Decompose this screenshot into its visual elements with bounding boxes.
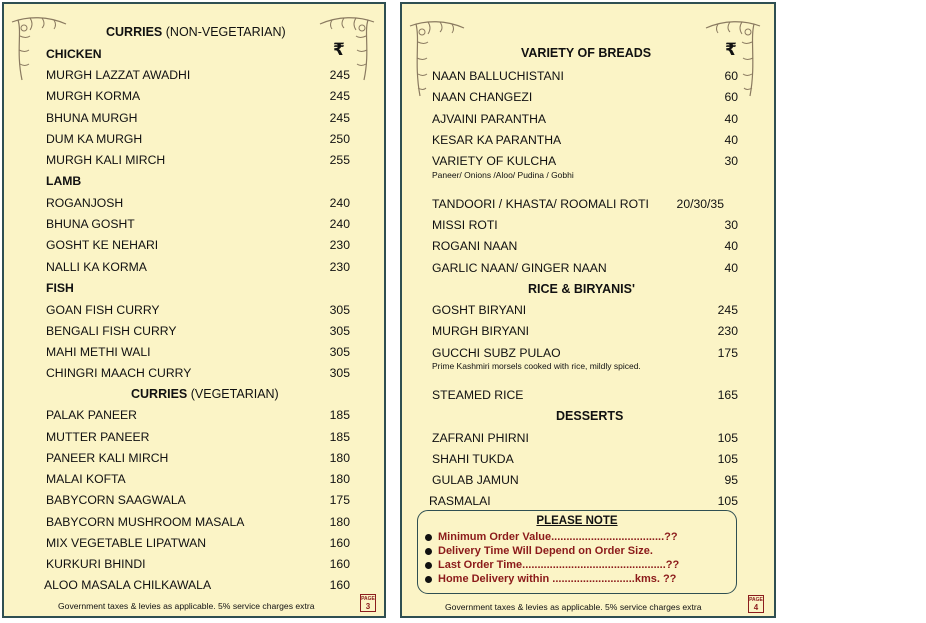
footer-taxes-note: Government taxes & levies as applicable. 5% service charges extra	[58, 601, 315, 611]
section-title-rice: RICE & BIRYANIS'	[528, 282, 635, 296]
bullet-icon	[425, 576, 432, 583]
currency-symbol: ₹	[725, 40, 737, 59]
menu-item-price: 185	[329, 408, 350, 422]
menu-item-name: GOSHT BIRYANI	[432, 303, 527, 317]
menu-item-price: 160	[329, 578, 350, 592]
category-fish: FISH	[46, 281, 74, 295]
menu-item-name: MIX VEGETABLE LIPATWAN	[46, 536, 207, 550]
menu-item-price: 160	[329, 557, 350, 571]
menu-item-name: GULAB JAMUN	[432, 473, 519, 487]
menu-item-price: 175	[329, 493, 350, 507]
menu-item-price: 305	[329, 324, 350, 338]
category-chicken: CHICKEN	[46, 47, 102, 61]
menu-item-name: GUCCHI SUBZ PULAO	[432, 346, 561, 360]
menu-item-price: 165	[717, 388, 738, 402]
menu-item-name: DUM KA MURGH	[46, 132, 143, 146]
menu-item-name: NAAN CHANGEZI	[432, 90, 533, 104]
menu-item-price: 245	[329, 89, 350, 103]
menu-item-price: 230	[329, 260, 350, 274]
menu-item-name: GOAN FISH CURRY	[46, 303, 160, 317]
menu-item-price: 160	[329, 536, 350, 550]
menu-item-price: 180	[329, 451, 350, 465]
menu-item-price: 30	[724, 218, 738, 232]
page-label: PAGE	[361, 596, 375, 602]
menu-item-price: 105	[717, 494, 738, 508]
menu-item-price: 245	[717, 303, 738, 317]
note-line	[438, 531, 678, 544]
menu-item-price: 250	[329, 132, 350, 146]
menu-item-price: 180	[329, 515, 350, 529]
menu-item-description: Paneer/ Onions /Aloo/ Pudina / Gobhi	[432, 170, 574, 180]
menu-item-name: MUTTER PANEER	[46, 430, 150, 444]
section-title-nonveg-curries	[106, 25, 286, 39]
menu-item-name: NALLI KA KORMA	[46, 260, 147, 274]
menu-item-name: RASMALAI	[429, 494, 491, 508]
bullet-icon	[425, 548, 432, 555]
category-lamb: LAMB	[46, 174, 82, 188]
page-number: 3	[365, 602, 371, 611]
menu-item-price: 240	[329, 217, 350, 231]
page-number-badge	[748, 595, 764, 613]
footer-taxes-note: Government taxes & levies as applicable. 5% service charges extra	[445, 602, 702, 612]
menu-item-price: 245	[329, 68, 350, 82]
section-title-desserts: DESSERTS	[556, 409, 624, 423]
menu-item-name: MURGH LAZZAT AWADHI	[46, 68, 191, 82]
menu-item-name: BENGALI FISH CURRY	[46, 324, 177, 338]
currency-symbol: ₹	[333, 40, 345, 59]
menu-item-name: MURGH KORMA	[46, 89, 141, 103]
section-title-veg-curries	[131, 387, 279, 401]
corner-ornament-top-left	[406, 16, 468, 100]
menu-item-name: ALOO MASALA CHILKAWALA	[44, 578, 212, 592]
menu-item-name: BHUNA GOSHT	[46, 217, 135, 231]
menu-item-price: 40	[724, 133, 738, 147]
menu-item-price: 40	[724, 261, 738, 275]
page-label: PAGE	[749, 597, 763, 603]
page-number-badge	[360, 594, 376, 612]
please-note-box	[417, 510, 737, 594]
menu-item-name: ZAFRANI PHIRNI	[432, 431, 529, 445]
menu-item-price: 305	[329, 303, 350, 317]
menu-item-price: 305	[329, 345, 350, 359]
menu-item-price: 305	[329, 366, 350, 380]
note-line	[438, 559, 679, 572]
menu-item-price: 230	[329, 238, 350, 252]
menu-item-name: STEAMED RICE	[432, 388, 524, 402]
menu-item-price: 255	[329, 153, 350, 167]
page-number: 4	[753, 603, 759, 612]
please-note-title: PLEASE NOTE	[536, 515, 618, 527]
menu-item-name: TANDOORI / KHASTA/ ROOMALI ROTI	[432, 197, 649, 211]
menu-item-price: 95	[724, 473, 738, 487]
menu-item-price: 185	[329, 430, 350, 444]
section-title-suffix: (VEGETARIAN)	[190, 387, 279, 401]
note-line-text: Last Order Time...............................................??	[438, 559, 680, 571]
menu-item-price: 40	[724, 112, 738, 126]
menu-item-name: MURGH BIRYANI	[432, 324, 530, 338]
menu-item-name: MALAI KOFTA	[46, 472, 126, 486]
menu-item-name: AJVAINI PARANTHA	[432, 112, 546, 126]
menu-item-name: BABYCORN MUSHROOM MASALA	[46, 515, 245, 529]
menu-item-price: 30	[724, 154, 738, 168]
menu-item-price: 105	[717, 452, 738, 466]
note-line-text: Minimum Order Value.....................................??	[438, 531, 678, 543]
menu-item-name: PANEER KALI MIRCH	[46, 451, 169, 465]
menu-item-name: MURGH KALI MIRCH	[46, 153, 166, 167]
menu-page-4	[400, 2, 776, 618]
note-line-text: Delivery Time Will Depend on Order Size.	[438, 545, 653, 557]
menu-item-name: MAHI METHI WALI	[46, 345, 151, 359]
menu-item-price: 240	[329, 196, 350, 210]
menu-page-3	[2, 2, 386, 618]
menu-item-name: ROGANJOSH	[46, 196, 124, 210]
section-title-bold: CURRIES	[106, 25, 163, 39]
menu-item-description: Prime Kashmiri morsels cooked with rice, mildly spiced.	[432, 361, 641, 371]
bullet-icon	[425, 534, 432, 541]
menu-item-price: 60	[724, 90, 738, 104]
note-line	[438, 573, 676, 586]
note-line-text: Home Delivery within ...........................kms. ??	[438, 573, 677, 585]
menu-item-name: BABYCORN SAAGWALA	[46, 493, 186, 507]
section-title-breads: VARIETY OF BREADS	[521, 46, 652, 60]
menu-item-name: KESAR KA PARANTHA	[432, 133, 562, 147]
menu-item-name: MISSI ROTI	[432, 218, 498, 232]
menu-item-price: 40	[724, 239, 738, 253]
menu-item-name: PALAK PANEER	[46, 408, 137, 422]
bullet-icon	[425, 562, 432, 569]
menu-item-name: GARLIC NAAN/ GINGER NAAN	[432, 261, 607, 275]
menu-item-price: 20/30/35	[676, 197, 724, 211]
menu-item-name: ROGANI NAAN	[432, 239, 518, 253]
menu-item-name: VARIETY OF KULCHA	[432, 154, 557, 168]
menu-item-name: BHUNA MURGH	[46, 111, 138, 125]
note-line	[438, 545, 653, 558]
menu-item-price: 175	[717, 346, 738, 360]
menu-item-price: 230	[717, 324, 738, 338]
menu-item-name: SHAHI TUKDA	[432, 452, 514, 466]
menu-item-name: CHINGRI MAACH CURRY	[46, 366, 192, 380]
menu-item-price: 105	[717, 431, 738, 445]
section-title-bold: CURRIES	[131, 387, 188, 401]
menu-item-price: 180	[329, 472, 350, 486]
menu-item-name: KURKURI BHINDI	[46, 557, 146, 571]
section-title-suffix: (NON-VEGETARIAN)	[165, 25, 286, 39]
menu-item-price: 60	[724, 69, 738, 83]
menu-item-name: NAAN BALLUCHISTANI	[432, 69, 564, 83]
menu-item-name: GOSHT KE NEHARI	[46, 238, 159, 252]
menu-item-price: 245	[329, 111, 350, 125]
